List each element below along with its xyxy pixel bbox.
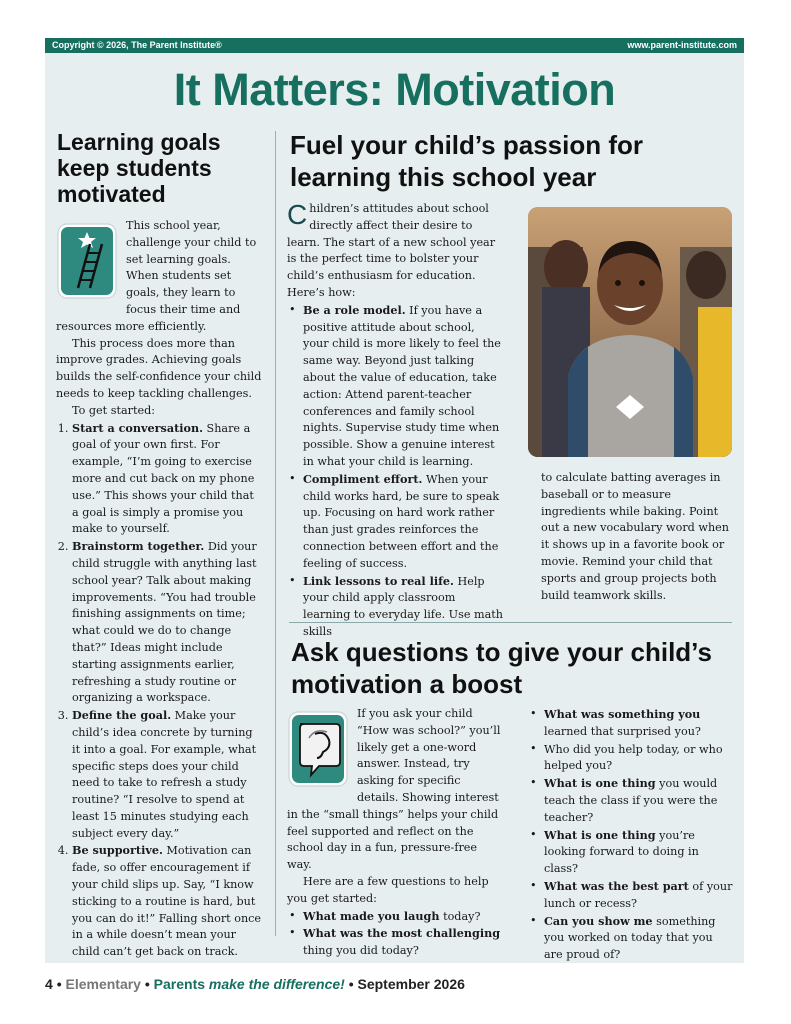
list-item: 4. Be supportive. Motivation can fade, so offer encouragement if your child slips up. Say, “I know sticking to a routine is hard, but you can do it!” Falling short once in a while doesn’t mean your child can’t get back on track.	[72, 842, 262, 961]
left-para3: To get started:	[72, 403, 156, 417]
questions-bullets-right	[528, 706, 733, 964]
speech-bubble-icon	[287, 710, 349, 788]
fuel-continued	[541, 470, 731, 604]
footer-brand: Parents make the difference!	[153, 976, 345, 992]
questions-article-title: Ask questions to give your child’s motivation a boost	[291, 637, 712, 699]
page-title: It Matters: Motivation	[173, 64, 616, 115]
questions-intro: If you ask your child “How was school?” you’ll likely get a one-word answer. Instead, try asking for specific details. Showing interest in the “small things” helps your child feel supported and reflect on the school day in a fun, pressure-free way.	[287, 707, 501, 872]
questions-article-body	[287, 706, 504, 960]
list-item: 1. Start a conversation. Share a goal of your own first. For example, “I’m going to exercise more and cut back on my phone use.” This shows your child that a goal is simply a promise you make to yourself.	[72, 420, 262, 539]
list-item: • Compliment effort. When your child works hard, be sure to speak up. Focusing on hard work rather than just grades reinforces the connection between effort and the feeling of success.	[303, 471, 503, 573]
student-photo	[528, 207, 732, 457]
column-divider	[275, 131, 276, 936]
list-item: • Who did you help today, or who helped you?	[544, 741, 733, 776]
left-article-title: Learning goals keep students motivated	[57, 129, 221, 207]
list-item: 3. Define the goal. Make your child’s idea concrete by turning it into a goal. For example, what specific steps does your child need to take to refresh a study routine? “I resolve to spend at least 15 minutes studying each subject every day.”	[72, 707, 262, 842]
fuel-bullets	[287, 302, 503, 641]
questions-para2: Here are a few questions to help you get started:	[287, 874, 489, 905]
copyright-text: Copyright © 2026, The Parent Institute®	[52, 40, 222, 50]
steps-list	[56, 420, 262, 962]
list-item: 2. Brainstorm together. Did your child struggle with anything last school year? Talk about making improvements. “You had trouble finishing assignments on time; what could we do to change that?” Ideas might include starting assignments earlier, refreshing a study routine or organizing a workspace.	[72, 538, 262, 707]
fuel-continued-text: to calculate batting averages in baseball or to measure ingredients while baking. Point out a new vocabulary word when it shows up in a favorite book or movie. Remind your child that sports and group projects both build teamwork skills.	[541, 471, 729, 602]
website-link[interactable]: www.parent-institute.com	[627, 40, 737, 50]
list-item: • What was the most challenging thing you did today?	[303, 925, 504, 960]
left-intro: This school year, challenge your child to set learning goals. When students set goals, they learn to focus their time and resources more efficiently.	[56, 219, 257, 333]
footer-separator: •	[348, 976, 354, 992]
fuel-article-title: Fuel your child’s passion for learning this school year	[290, 130, 643, 192]
footer-level: Elementary	[65, 976, 141, 992]
fuel-article-body	[287, 201, 503, 641]
list-item: • What is one thing you’re looking forward to doing in class?	[544, 827, 733, 878]
list-item: • Be a role model. If you have a positive attitude about school, your child is more likely to feel the same way. Beyond just talking about the value of education, take action: Attend parent-teacher conferences and family school nights. Supervise study time when possible. Show a genuine interest in what your child is learning.	[303, 302, 503, 471]
list-item: • Link lessons to real life. Help your child apply classroom learning to everyday life. Use math skills	[303, 573, 503, 641]
footer-date: September 2026	[357, 976, 465, 992]
list-item: • Can you show me something you worked on today that you are proud of?	[544, 913, 733, 964]
questions-bullets-left	[287, 908, 504, 960]
left-para2: This process does more than improve grades. Achieving goals builds the self-confidence your child needs to keep tackling challenges.	[56, 336, 262, 400]
list-item: • What is one thing you would teach the class if you were the teacher?	[544, 775, 733, 826]
list-item: • What was something you learned that surprised you?	[544, 706, 733, 741]
footer-separator: •	[56, 976, 62, 992]
questions-right-column	[528, 706, 733, 964]
drop-cap: C	[287, 199, 308, 230]
ladder-icon	[56, 222, 118, 300]
list-item: • What made you laugh today?	[303, 908, 504, 926]
page-number: 4	[45, 976, 53, 992]
fuel-intro: hildren’s attitudes about school directly affect their desire to learn. The start of a new school year is the perfect time to bolster your child’s enthusiasm for education. Here’s how:	[287, 202, 496, 299]
page-footer	[45, 976, 465, 992]
left-article-body	[56, 218, 262, 961]
footer-separator: •	[144, 976, 150, 992]
list-item: • What was the best part of your lunch or recess?	[544, 878, 733, 913]
copyright-bar	[45, 38, 744, 53]
